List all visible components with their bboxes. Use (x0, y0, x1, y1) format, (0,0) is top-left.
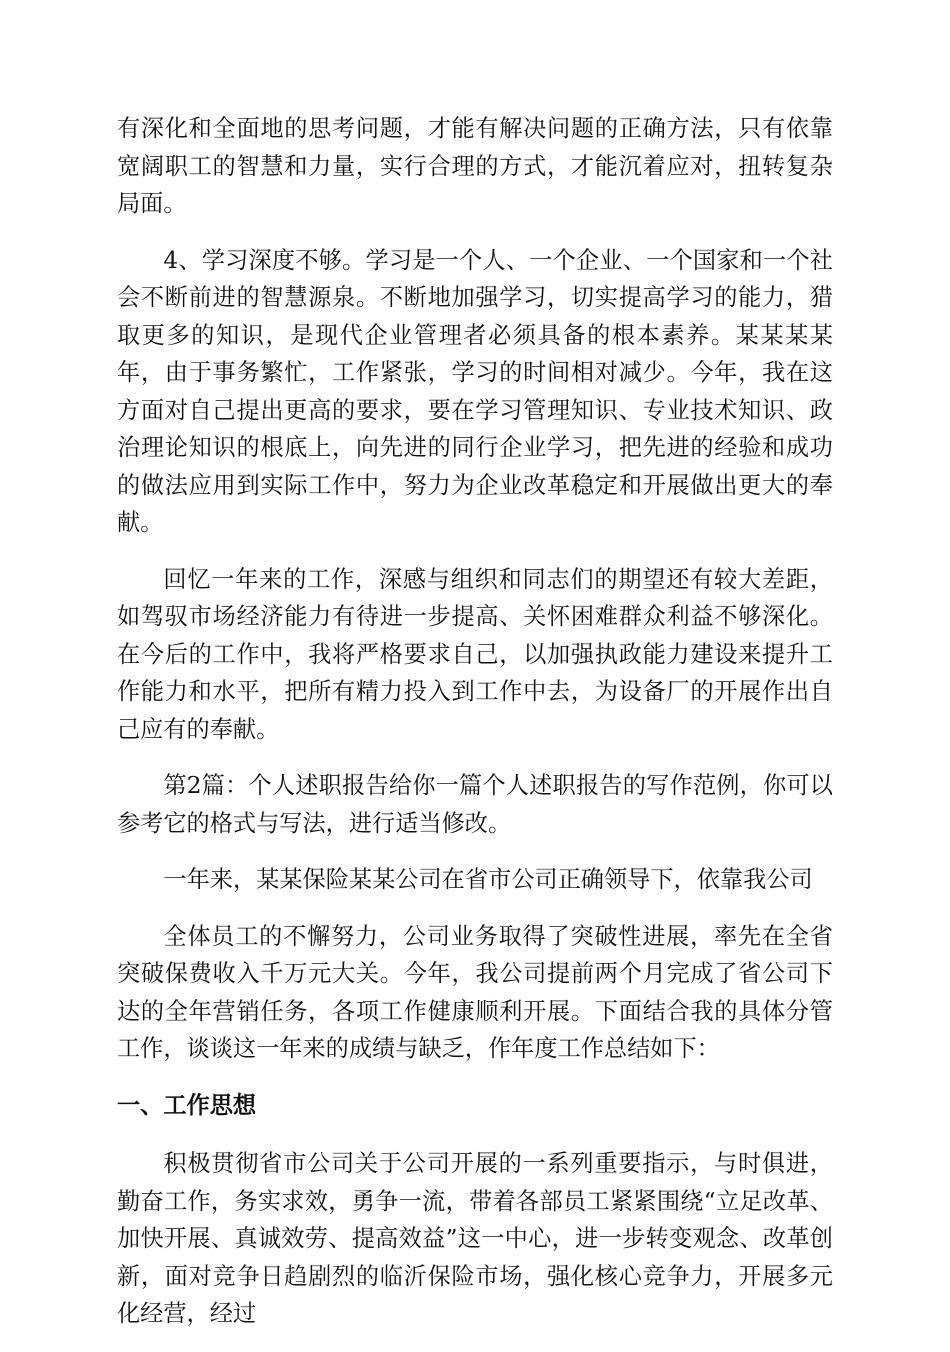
paragraph-6: 全体员工的不懈努力，公司业务取得了突破性进展，率先在全省突破保费收入千万元大关。今年，我公司提前两个月完成了省公司下达的全年营销任务，各项工作健康顺利开展。下面结合我的具体分管工作，谈谈这一年来的成绩与缺乏，作年度工作总结如下： (117, 922, 833, 1062)
paragraph-5: 一年来，某某保险某某公司在省市公司正确领导下，依靠我公司 (163, 866, 813, 893)
document-page (117, 110, 833, 1352)
section-heading: 一、工作思想 (117, 1091, 257, 1119)
paragraph-7: 积极贯彻省市公司关于公司开展的一系列重要指示，与时俱进，勤奋工作，务实求效，勇争一流，带着各部员工紧紧围绕“立足改革、加快开展、真诚效劳、提高效益”这一中心，进一步转变观念、改革创新，面对竞争日趋剧烈的临沂保险市场，强化核心竞争力，开展多元化经营，经过 (117, 1150, 833, 1327)
paragraph-1: 有深化和全面地的思考问题，才能有解决问题的正确方法，只有依靠宽阔职工的智慧和力量，实行合理的方式，才能沉着应对，扭转复杂局面。 (117, 115, 833, 217)
paragraph-2: 4、学习深度不够。学习是一个人、一个企业、一个国家和一个社会不断前进的智慧源泉。不断地加强学习，切实提高学习的能力，猎取更多的知识，是现代企业管理者必须具备的根本素养。某某某某年，由于事务繁忙，工作紧张，学习的时间相对减少。今年，我在这方面对自己提出更高的要求，要在学习管理知识、专业技术知识、政治理论知识的根底上，向先进的同行企业学习，把先进的经验和成功的做法应用到实际工作中，努力为企业改革稳定和开展做出更大的奉献。 (117, 246, 833, 536)
paragraph-3: 回忆一年来的工作，深感与组织和同志们的期望还有较大差距，如驾驭市场经济能力有待进一步提高、关怀困难群众利益不够深化。在今后的工作中，我将严格要求自己，以加强执政能力建设来提升工作能力和水平，把所有精力投入到工作中去，为设备厂的开展作出自己应有的奉献。 (117, 565, 833, 743)
paragraph-4: 第2篇：个人述职报告给你一篇个人述职报告的写作范例，你可以参考它的格式与写法，进行适当修改。 (117, 772, 833, 837)
